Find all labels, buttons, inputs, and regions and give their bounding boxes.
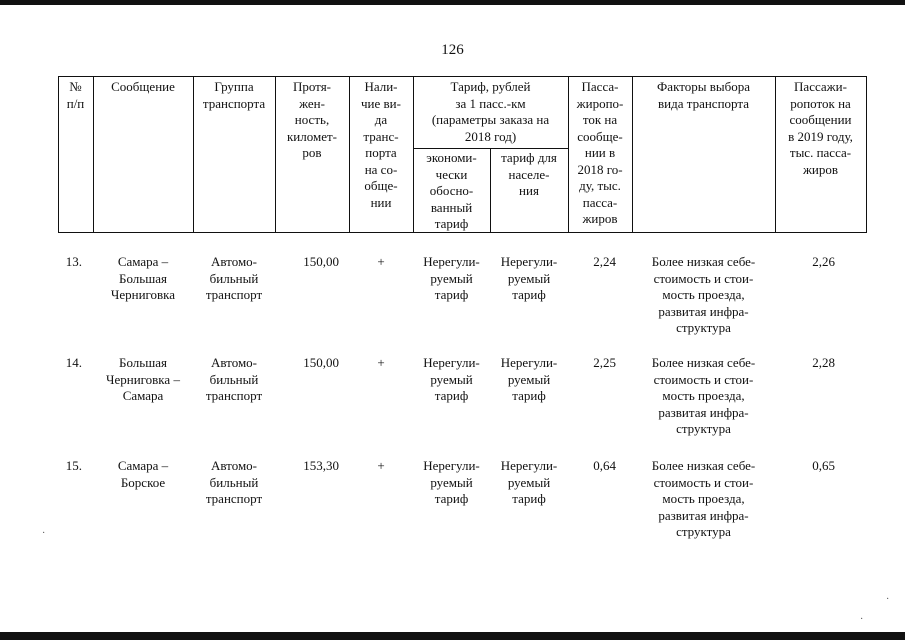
row-flow-2018: 0,64 [593,458,616,473]
row-length: 153,30 [303,458,339,473]
row-group: Автомо- бильный транспорт [205,458,263,506]
scan-speck: · [886,594,890,605]
row-tariff-econ: Нерегули- руемый тариф [423,254,480,302]
row-flow-2018: 2,25 [593,355,616,370]
scan-speck: · [42,528,46,539]
row-factors: Более низкая себе- стоимость и стои- мость проезда, развитая инфра- структура [651,458,756,539]
header-tariff-group: Тариф, рублей за 1 пасс.-км (параметры заказа на 2018 год) [431,79,550,144]
row-route: Самара – Борское [117,458,169,490]
row-tariff-pop: Нерегули- руемый тариф [500,458,558,506]
row-length: 150,00 [303,355,339,370]
page-number: 126 [441,42,464,58]
header-flow-2019: Пассажи- ропоток на сообщении в 2019 году, тыс. пасса- жиров [788,79,853,177]
row-factors: Более низкая себе- стоимость и стои- мость проезда, развитая инфра- структура [651,355,756,436]
header-flow-2018: Пасса- жиропо- ток на сообще- нии в 2018 го- ду, тыс. пасса- жиров [576,79,624,226]
row-flow-2019: 2,28 [812,355,835,370]
header-length: Протя- жен- ность, километ- ров [286,79,338,160]
row-route: Самара – Большая Черниговка [110,254,176,302]
row-presence: + [377,254,385,269]
row-presence: + [377,458,385,473]
row-route: Большая Черниговка – Самара [106,355,180,403]
row-presence: + [377,355,385,370]
header-num: № п/п [66,79,85,111]
top-border-bar [0,0,905,5]
row-tariff-econ: Нерегули- руемый тариф [423,458,480,506]
row-flow-2019: 2,26 [812,254,835,269]
row-flow-2018: 2,24 [593,254,616,269]
header-route: Сообщение [111,79,175,94]
row-number: 14. [65,355,82,370]
header-factors: Факторы выбора вида транспорта [657,79,750,111]
row-flow-2019: 0,65 [812,458,835,473]
header-tariff-econ: экономи- чески обосно- ванный тариф [426,150,477,231]
header-tariff-pop: тариф для населе- ния [501,150,557,198]
bottom-border-bar [0,632,905,640]
row-factors: Более низкая себе- стоимость и стои- мость проезда, развитая инфра- структура [651,254,756,335]
row-number: 13. [65,254,82,269]
row-length: 150,00 [303,254,339,269]
row-group: Автомо- бильный транспорт [205,355,263,403]
header-presence: Нали- чие ви- да транс- порта на со- обще- нии [361,79,401,210]
scan-speck: · [860,614,864,625]
row-tariff-pop: Нерегули- руемый тариф [500,254,558,302]
header-group: Группа транспорта [202,79,266,111]
row-tariff-econ: Нерегули- руемый тариф [423,355,480,403]
row-number: 15. [65,458,82,473]
row-tariff-pop: Нерегули- руемый тариф [500,355,558,403]
row-group: Автомо- бильный транспорт [205,254,263,302]
